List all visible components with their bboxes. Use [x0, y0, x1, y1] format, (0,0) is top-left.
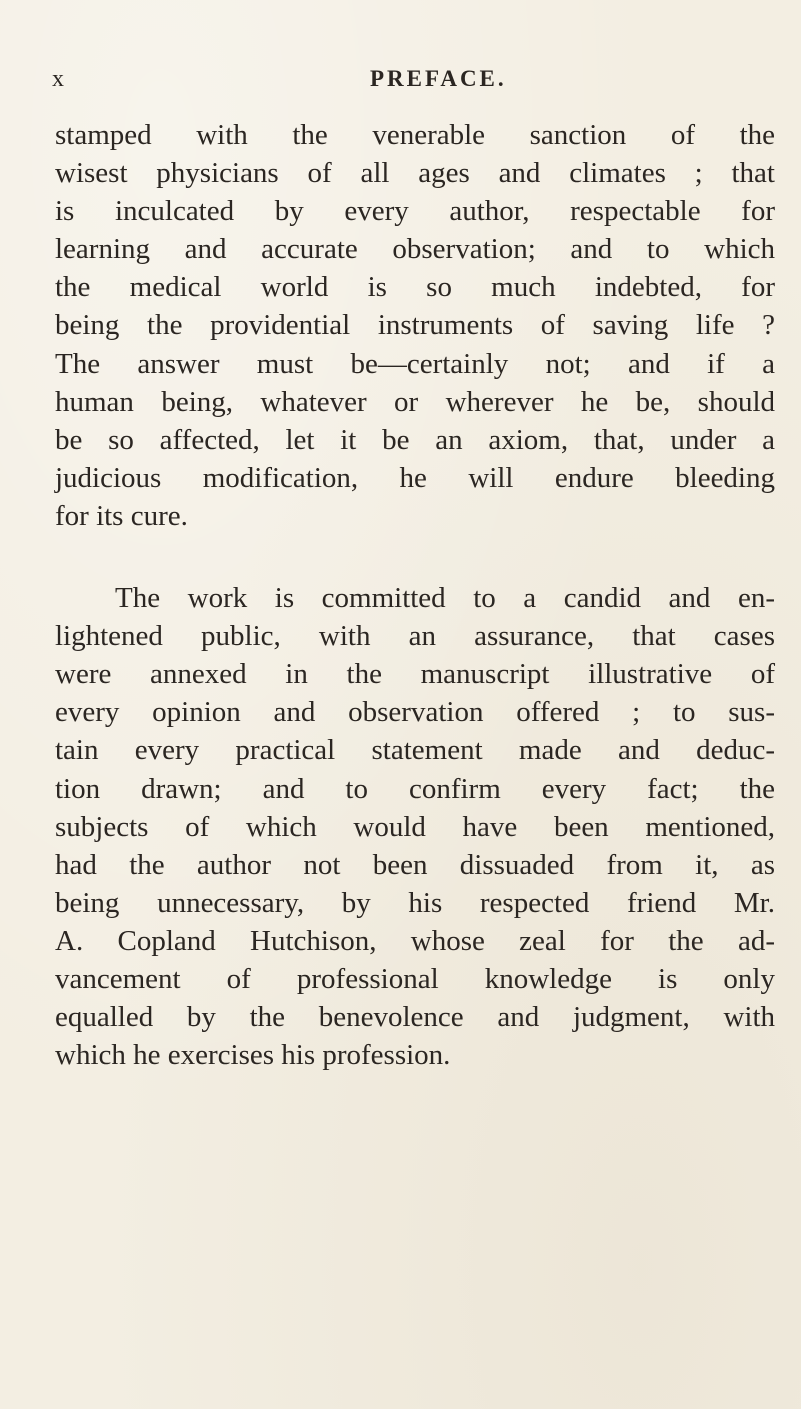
- running-header: [0, 60, 801, 100]
- text-line: had the author not been dissuaded from it, as: [55, 848, 775, 881]
- text-line: every opinion and observation offered ; to sus-: [55, 696, 775, 729]
- text-line: stamped with the venerable sanction of the: [55, 119, 775, 151]
- paragraph-1: [55, 116, 775, 535]
- paragraph-spacer: [55, 535, 775, 579]
- text-line: judicious modification, he will endure bleeding: [55, 461, 775, 494]
- body-text: [55, 116, 775, 1074]
- text-line: vancement of professional knowledge is only: [55, 962, 775, 995]
- paragraph-2: [55, 579, 775, 1074]
- text-line: The work is committed to a candid and en-: [115, 582, 775, 615]
- text-line: The answer must be—certainly not; and if a: [55, 347, 775, 380]
- text-line: wisest physicians of all ages and climates ; that: [55, 157, 775, 190]
- text-line: be so affected, let it be an axiom, that, under a: [55, 423, 775, 456]
- header-title: PREFACE.: [370, 66, 507, 91]
- text-line: being the providential instruments of saving life ?: [55, 309, 775, 342]
- text-line: is inculcated by every author, respectable for: [55, 195, 775, 228]
- text-line: being unnecessary, by his respected friend Mr.: [55, 886, 775, 919]
- text-line: A. Copland Hutchison, whose zeal for the ad-: [55, 924, 775, 957]
- text-line: for its cure.: [55, 499, 188, 532]
- text-line: the medical world is so much indebted, for: [55, 271, 775, 304]
- text-line: tain every practical statement made and deduc-: [55, 734, 775, 767]
- text-line: human being, whatever or wherever he be, should: [55, 385, 775, 418]
- text-line: which he exercises his profession.: [55, 1039, 451, 1072]
- text-line: lightened public, with an assurance, that cases: [55, 620, 775, 653]
- text-line: tion drawn; and to confirm every fact; the: [55, 772, 775, 805]
- page-number: x: [52, 66, 65, 92]
- text-line: subjects of which would have been mentioned,: [55, 810, 775, 843]
- text-line: equalled by the benevolence and judgment, with: [55, 1001, 775, 1034]
- text-line: learning and accurate observation; and to which: [55, 233, 775, 266]
- text-line: were annexed in the manuscript illustrative of: [55, 658, 775, 691]
